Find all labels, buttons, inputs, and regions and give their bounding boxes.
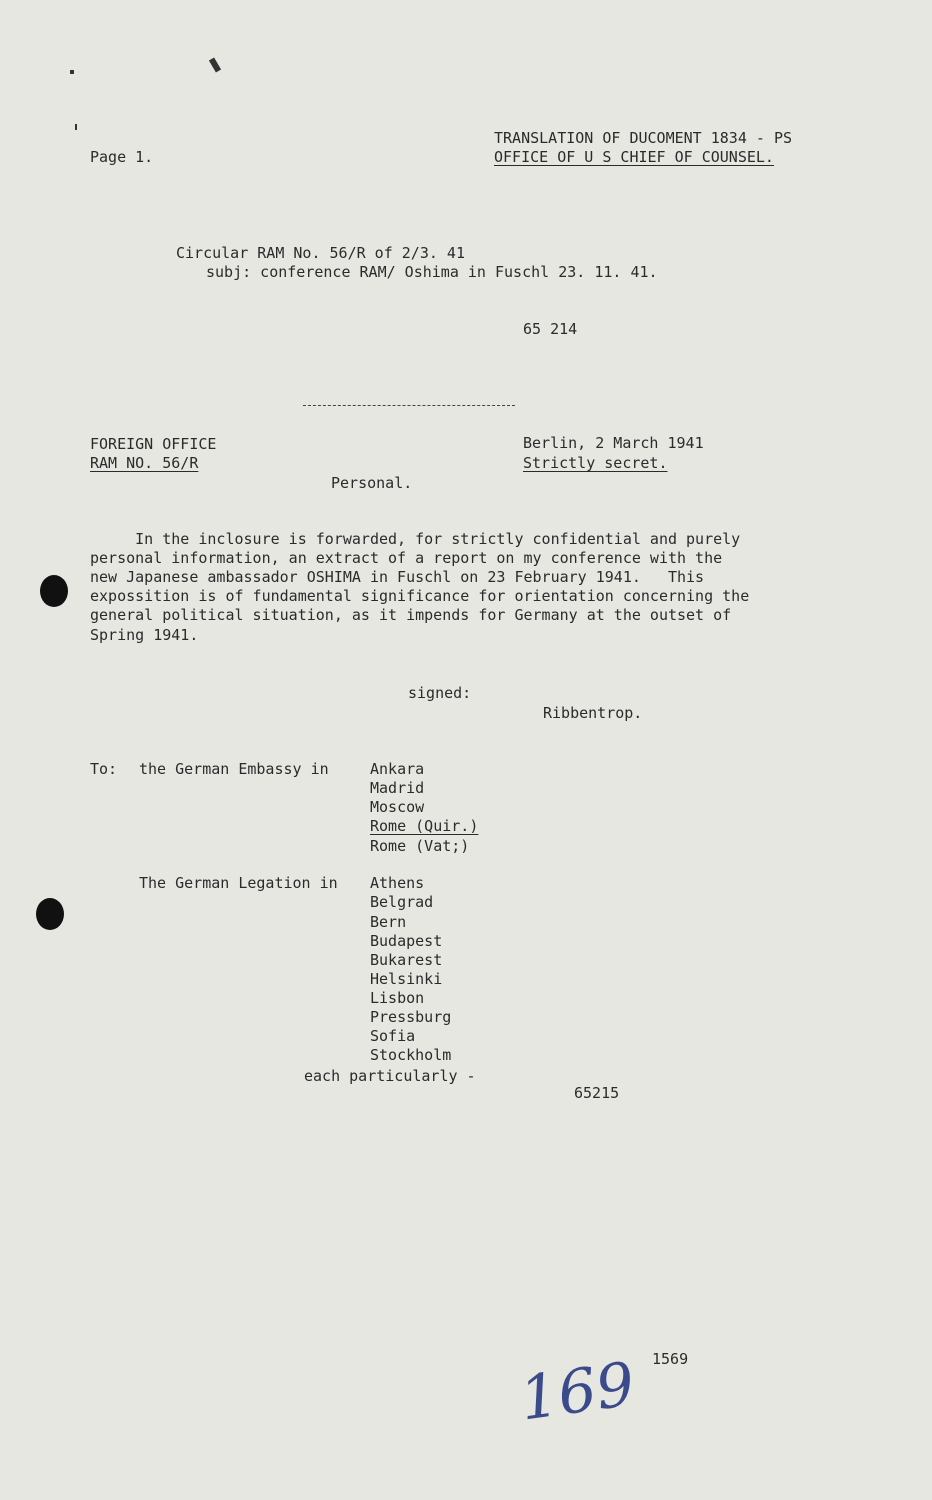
signed-label: signed: (408, 684, 472, 702)
sender-office: FOREIGN OFFICE (90, 435, 217, 453)
legation-label: The German Legation in (139, 874, 338, 892)
translation-title: TRANSLATION OF DUCOMENT 1834 - PS (494, 129, 793, 147)
signatory-name: Ribbentrop. (543, 704, 643, 722)
legation-city: Helsinki (370, 970, 443, 988)
body-line: In the inclosure is forwarded, for strictly confidential and purely (90, 530, 741, 548)
subject-line: subj: conference RAM/ Oshima in Fuschl 23. 11. 41. (206, 263, 658, 281)
body-line: expossition is of fundamental significance for orientation concerning the (90, 587, 750, 605)
legation-city: Budapest (370, 932, 443, 950)
body-line: personal information, an extract of a report on my conference with the (90, 549, 723, 567)
closing-note: each particularly - (304, 1067, 476, 1085)
legation-city: Athens (370, 874, 425, 892)
legation-city: Sofia (370, 1027, 416, 1045)
body-line: new Japanese ambassador OSHIMA in Fuschl on 23 February 1941. This (90, 568, 705, 586)
office-title: OFFICE OF U S CHIEF OF COUNSEL. (494, 148, 774, 166)
scan-mark (70, 70, 74, 74)
personal-marking: Personal. (331, 474, 413, 492)
legation-city: Bukarest (370, 951, 443, 969)
to-label: To: (90, 760, 118, 778)
page-label: Page 1. (90, 148, 154, 166)
embassy-city: Madrid (370, 779, 425, 797)
embassy-label: the German Embassy in (139, 760, 329, 778)
scan-mark (75, 124, 77, 130)
document-number-bottom: 65215 (574, 1084, 620, 1102)
body-line: Spring 1941. (90, 626, 199, 644)
legation-city: Bern (370, 913, 407, 931)
legation-city: Pressburg (370, 1008, 452, 1026)
embassy-city: Rome (Vat;) (370, 837, 470, 855)
embassy-city: Ankara (370, 760, 425, 778)
document-number-top: 65 214 (523, 320, 578, 338)
stamp-number: 1569 (652, 1350, 689, 1368)
body-line: general political situation, as it impends for Germany at the outset of (90, 606, 732, 624)
divider-line (303, 405, 515, 406)
reference-number: RAM NO. 56/R (90, 454, 199, 472)
embassy-city: Moscow (370, 798, 425, 816)
classification: Strictly secret. (523, 454, 668, 472)
place-date: Berlin, 2 March 1941 (523, 434, 704, 452)
legation-city: Lisbon (370, 989, 425, 1007)
handwritten-page-number: 169 (515, 1349, 639, 1435)
legation-city: Belgrad (370, 893, 434, 911)
legation-city: Stockholm (370, 1046, 452, 1064)
punch-hole (40, 575, 68, 607)
circular-line: Circular RAM No. 56/R of 2/3. 41 (176, 244, 465, 262)
scan-mark (209, 57, 221, 72)
punch-hole (36, 898, 64, 930)
embassy-city: Rome (Quir.) (370, 817, 479, 835)
